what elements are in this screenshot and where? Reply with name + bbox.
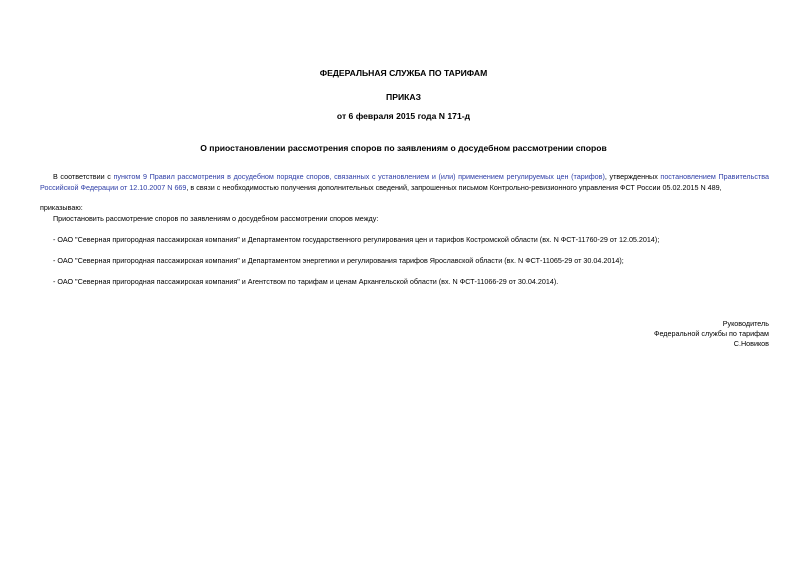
preamble-text-2: , утвержденных [604, 172, 661, 181]
document-title: О приостановлении рассмотрения споров по заявлениям о досудебном рассмотрении споров [200, 143, 607, 153]
signature-position-2: Федеральной службы по тарифам [654, 329, 769, 338]
preamble-paragraph [40, 171, 769, 193]
doc-type-heading: ПРИКАЗ [386, 92, 421, 102]
signature-name: С.Новиков [733, 339, 769, 348]
rules-point-9-link[interactable]: пунктом 9 Правил рассмотрения в досудебном порядке споров, связанных с установлением и (или) применением регулируемых цен (тарифов) [113, 172, 605, 181]
dispute-item-3: - ОАО "Северная пригородная пассажирская компания" и Агентством по тарифам и ценам Архангельской области (вх. N ФСТ-11066-29 от 30.04.2014). [53, 277, 559, 286]
signature-position-1: Руководитель [722, 319, 769, 328]
preamble-text-1: В соответствии с [53, 172, 114, 181]
order-intro: Приостановить рассмотрение споров по заявлениям о досудебном рассмотрении споров между: [53, 214, 379, 223]
government-resolution-link[interactable]: постановлением Правительства Российской Федерации от 12.10.2007 N 669 [40, 172, 769, 192]
preamble-text-3: , в связи с необходимостью получения дополнительных сведений, запрошенных письмом Контрольно-ревизионного управления ФСТ России 05.02.2015 N 489, [186, 183, 722, 192]
agency-heading: ФЕДЕРАЛЬНАЯ СЛУЖБА ПО ТАРИФАМ [319, 68, 488, 78]
order-word: приказываю: [40, 203, 83, 212]
dispute-item-1: - ОАО "Северная пригородная пассажирская компания" и Департаментом государственного регулирования цен и тарифов Костромской области (вх. N ФСТ-11760-29 от 12.05.2014); [53, 235, 660, 244]
dispute-item-2: - ОАО "Северная пригородная пассажирская компания" и Департаментом энергетики и регулирования тарифов Ярославской области (вх. N ФСТ-11065-29 от 30.04.2014); [53, 256, 624, 265]
date-number-heading: от 6 февраля 2015 года N 171-д [336, 111, 471, 121]
